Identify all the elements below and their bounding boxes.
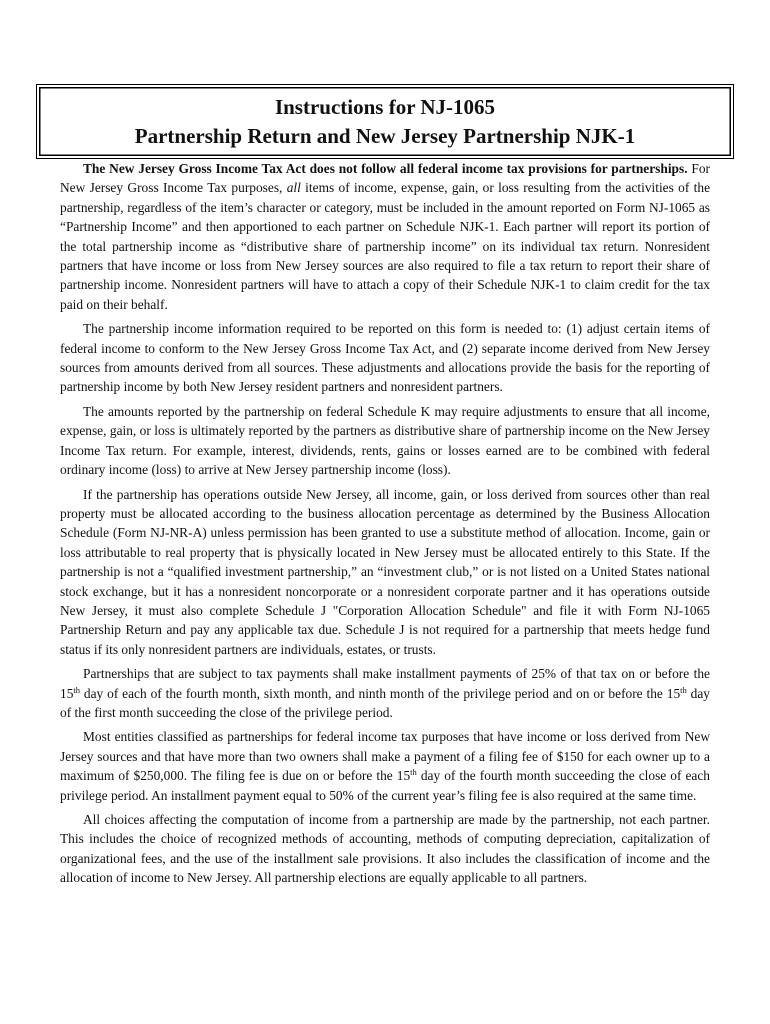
installment-text-3: day of the first month succeeding the close of the privilege period. [60, 685, 711, 720]
paragraph-installment-payments [60, 664, 710, 722]
paragraph-allocation: If the partnership has operations outside New Jersey, all income, gain, or loss derived from sources other than real property must be allocated according to the business allocation percentage as determined by the Business Allocation Schedule (Form NJ-NR-A) unless permission has been granted to use a substitute method of allocation. Income, gain or loss attributable to real property that is physically located in New Jersey must be allocated entirely to this State. If the partnership is not a “qualified investment partnership,” an “investment club,” or is not listed on a United States national stock exchange, but it has a nonresident noncorporate or a nonresident corporate partner and it has operations outside New Jersey, it must also complete Schedule J "Corporation Allocation Schedule" and file it with Form NJ-1065 Partnership Return and pay any applicable tax due. Schedule J is not required for a partnership that meets hedge fund status if its only nonresident partners are individuals, estates, or trusts. [60, 486, 710, 657]
intro-text-b: items of income, expense, gain, or loss resulting from the activities of the partnership, regardless of the item’s character or category, must be included in the amount reported on Form NJ-1065 as “Partnership Income” and then apportioned to each partner on Schedule NJK-1. Each partner will report its portion of the total partnership income as “distributive share of partnership income” on its individual tax return. Nonresident partners that have income or loss from New Jersey sources are also required to file a tax return to report their share of partnership income. Nonresident partners will have to attach a copy of their Schedule NJK-1 to claim credit for the tax paid on their behalf. [60, 180, 711, 312]
paragraph-elections: All choices affecting the computation of income from a partnership are made by the partnership, not each partner. This includes the choice of recognized methods of accounting, methods of computing depreciation, capitalization of organizational fees, and the use of the installment sale provisions. It also includes the classification of income and the allocation of income to New Jersey. All partnership elections are equally applicable to all partners. [60, 812, 710, 886]
intro-bold-statement: The New Jersey Gross Income Tax Act does not follow all federal income tax provisions for partnerships. [83, 161, 688, 176]
paragraph-filing-fee [60, 727, 710, 805]
document-subtitle: Partnership Return and New Jersey Partnership NJK-1 [134, 124, 636, 148]
paragraph-intro [60, 159, 710, 314]
filing-fee-text-1: Most entities classified as partnerships for federal income tax purposes that have income or loss derived from New Jersey sources and that have more than two owners shall make a payment of a filing fee of $150 for each owner up to a maximum of $250,000. The filing fee is due on or before the 15 [60, 729, 710, 784]
installment-text-1: Partnerships that are subject to tax payments shall make installment payments of 25% of that tax on or before the 15 [60, 666, 710, 701]
intro-text-a: For New Jersey Gross Income Tax purposes, [60, 161, 711, 196]
installment-text-2: day of each of the fourth month, sixth month, and ninth month of the privilege period and on or before the 15 [80, 685, 681, 701]
installment-sup-1: th [73, 684, 81, 695]
document-title: Instructions for NJ-1065 [274, 95, 496, 119]
instructions-body [60, 159, 710, 893]
paragraph-schedule-k: The amounts reported by the partnership on federal Schedule K may require adjustments to ensure that all income, expense, gain, or loss is ultimately reported by the partners as distributive share of partnership income on the New Jersey Income Tax return. For example, interest, dividends, rents, gains or losses earned are to be combined with federal ordinary income (loss) to arrive at New Jersey partnership income (loss). [60, 403, 710, 478]
filing-fee-sup-1: th [410, 767, 417, 778]
title-box [36, 84, 734, 159]
intro-emphasis: all [286, 180, 301, 196]
installment-sup-2: th [680, 684, 687, 695]
filing-fee-text-2: day of the fourth month succeeding the close of each privilege period. An installment payment equal to 50% of the current year’s filing fee is also required at the same time. [60, 768, 710, 803]
paragraph-income-information: The partnership income information required to be reported on this form is needed to: (1) adjust certain items of federal income to conform to the New Jersey Gross Income Tax Act, and (2) separate income derived from New Jersey sources from amounts derived from all sources. These adjustments and allocations provide the basis for the reporting of partnership income by both New Jersey resident partners and nonresident partners. [60, 321, 710, 395]
